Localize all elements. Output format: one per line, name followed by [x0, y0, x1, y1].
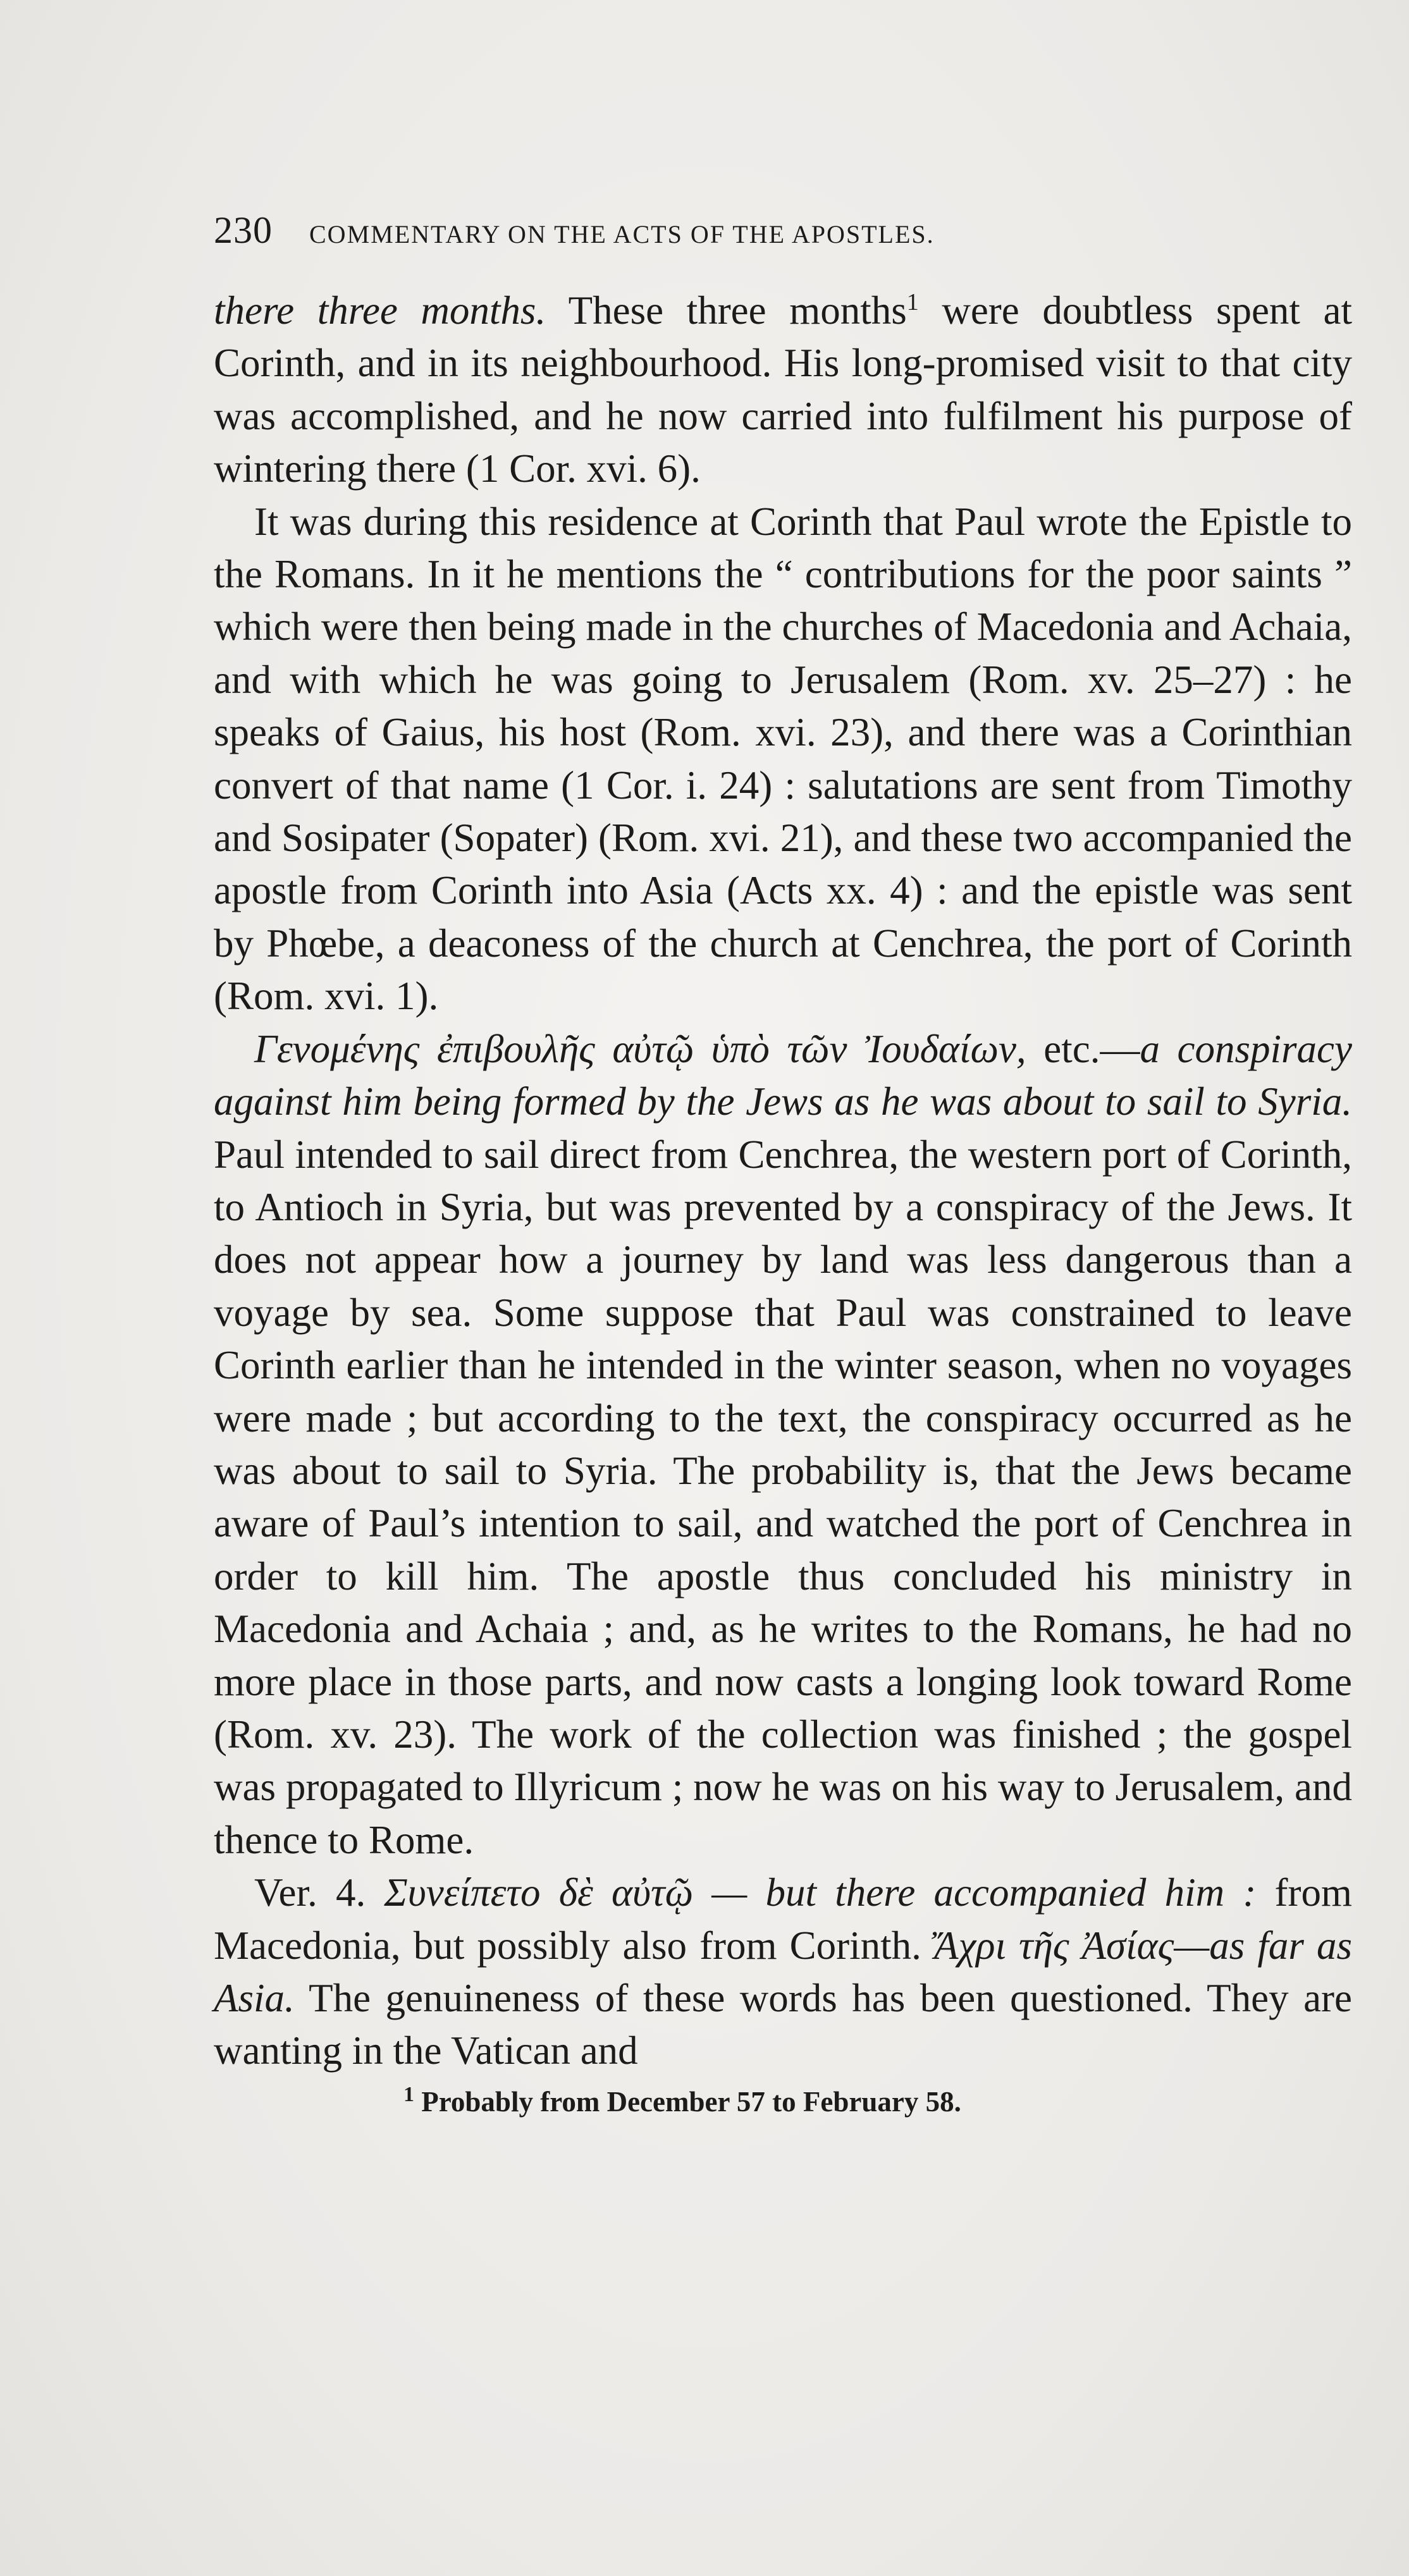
- paragraph-4: [214, 1867, 1352, 2078]
- verse-label: Ver. 4.: [254, 1870, 366, 1915]
- book-page: [214, 209, 1352, 2121]
- page-header: [214, 209, 1352, 266]
- paragraph-text: It was during this residence at Corinth that Paul wrote the Epistle to the Romans. In it he mentions the “ contributions for the poor saints ” which were then being made in the churches of Macedonia and Achaia, and with which he was going to Jerusalem (Rom. xv. 25–27) : he speaks of Gaius, his host (Rom. xvi. 23), and there was a Corinthian convert of that name (1 Cor. i. 24) : salutations are sent from Timothy and Sosipater (Sopater) (Rom. xvi. 21), and these two accompanied the apostle from Corinth into Asia (Acts xx. 4) : and the epistle was sent by Phœbe, a deaconess of the church at Cenchrea, the port of Corinth (Rom. xvi. 1).: [214, 499, 1352, 1019]
- paragraph-3: [214, 1023, 1352, 1867]
- italic-translation: — but there accompanied him :: [693, 1870, 1257, 1915]
- paragraph-text: were doubtless spent at Corinth, and in its neighbourhood. His long-promised visit to that city was accomplished, and he now carried into fulfilment his purpose of wintering there (1 Cor. xvi. 6).: [214, 288, 1353, 491]
- italic-translation: —as far as Asia.: [214, 1923, 1352, 2020]
- paragraph-text: These three months: [546, 288, 907, 333]
- footnote-text: Probably from December 57 to February 58.: [414, 2085, 961, 2118]
- running-title: COMMENTARY ON THE ACTS OF THE APOSTLES.: [309, 220, 935, 248]
- paragraph-text: The genuineness of these words has been questioned. They are wanting in the Vatican and: [214, 1976, 1352, 2073]
- footnote-reference: 1: [906, 289, 919, 316]
- paragraph-text: Paul intended to sail direct from Cenchrea, the western port of Corinth, to Antioch in Syria, but was prevented by a conspiracy of the Jews. It does not appear how a journey by land was less dangerous than a voyage by sea. Some suppose that Paul was constrained to leave Corinth earlier than he intended in the winter season, when no voyages were made ; but according to the text, the conspiracy occurred as he was about to sail to Syria. The probability is, that the Jews became aware of Paul’s intention to sail, and watched the port of Cenchrea in order to kill him. The apostle thus concluded his ministry in Macedonia and Achaia ; and, as he writes to the Romans, he had no more place in those parts, and now casts a longing look toward Rome (Rom. xv. 23). The work of the collection was finished ; the gospel was propagated to Illyricum ; now he was on his way to Jerusalem, and thence to Rome.: [214, 1132, 1352, 1862]
- greek-lemma: Γενομένης ἐπιβουλῆς αὐτῷ ὑπὸ τῶν Ἰουδαίων,: [254, 1026, 1026, 1071]
- lead-italic-phrase: there three months.: [214, 288, 546, 333]
- footnote-mark: 1: [403, 2082, 414, 2106]
- etc-text: etc.—: [1026, 1026, 1140, 1071]
- greek-lemma: Συνείπετο δὲ αὐτῷ: [366, 1870, 694, 1915]
- page-number: 230: [214, 209, 273, 251]
- footnote: [214, 2083, 1352, 2121]
- body-text: [214, 285, 1352, 2078]
- paragraph-text: from Macedonia, but possibly also from Corinth.: [214, 1870, 1353, 1968]
- paragraph-1: [214, 285, 1352, 496]
- paragraph-2: [214, 496, 1352, 1023]
- greek-lemma: Ἄχρι τῆς Ἀσίας: [934, 1923, 1174, 1968]
- italic-translation: a conspiracy against him being formed by the Jews as he was about to sail to Syria.: [214, 1026, 1352, 1124]
